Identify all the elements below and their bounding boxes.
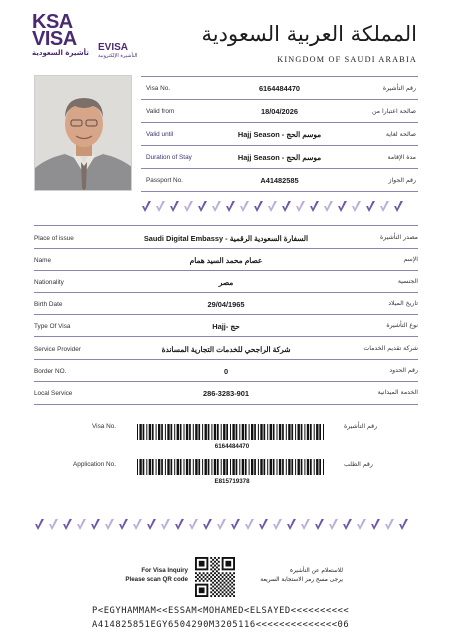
border-no-value: 0 <box>223 367 229 376</box>
local-service-row <box>34 382 418 404</box>
local-service-label-ar: الخدمة الميدانية <box>377 389 418 396</box>
qr-code <box>195 557 235 597</box>
birth-date-label-ar: تاريخ الميلاد <box>388 300 418 307</box>
check-mark-icon <box>370 518 381 531</box>
visa-barcode-number: 6164484470 <box>214 443 250 450</box>
visa-barcode <box>137 424 327 440</box>
duration-value: Hajj Season - موسم الحج <box>237 152 322 162</box>
check-mark-icon <box>309 200 320 213</box>
check-mark-icon <box>118 518 129 531</box>
passport-label-ar: رقم الجواز <box>388 176 416 184</box>
check-mark-icon <box>351 200 362 213</box>
ksa-visa-logo <box>32 11 94 57</box>
check-mark-icon <box>253 200 264 213</box>
birth-date-row <box>34 293 418 315</box>
top-row-divider <box>141 191 418 192</box>
visa-no-label: Visa No. <box>146 84 171 92</box>
mrz-line-1: P<EGYHAMMAM<<ESSAM<MOHAMED<ELSAYED<<<<<<<<<< <box>92 606 350 616</box>
check-mark-icon <box>393 200 404 213</box>
visa-no-row <box>141 77 418 99</box>
birth-date-value: 29/04/1965 <box>207 300 245 309</box>
duration-label-ar: مدة الإقامة <box>387 153 416 161</box>
check-mark-icon <box>230 518 241 531</box>
service-provider-label-ar: شركة تقديم الخدمات <box>363 345 418 352</box>
evisa-logo <box>98 42 137 59</box>
inquiry-line-1: For Visa Inquiry <box>141 567 188 574</box>
place-of-issue-label-ar: مصدر التأشيرة <box>380 234 418 241</box>
check-mark-icon <box>356 518 367 531</box>
check-mark-icon <box>225 200 236 213</box>
check-mark-icon <box>90 518 101 531</box>
main-row-divider <box>34 404 418 405</box>
valid-from-label: Valid from <box>146 107 175 115</box>
check-mark-icon <box>365 200 376 213</box>
service-provider-value: شركة الراجحي للخدمات التجارية المساندة <box>161 345 291 354</box>
check-mark-icon <box>104 518 115 531</box>
check-mark-icon <box>286 518 297 531</box>
check-mark-icon <box>272 518 283 531</box>
evisa-ar-text: التأشيرة الإلكترونية <box>98 53 138 59</box>
nationality-label-ar: الجنسية <box>397 278 418 285</box>
passport-label: Passport No. <box>146 176 183 184</box>
birth-date-label: Birth Date <box>34 301 63 308</box>
visa-no-value: 6164484470 <box>258 83 301 93</box>
check-mark-icon <box>323 200 334 213</box>
main-row-divider <box>34 336 418 337</box>
application-barcode <box>137 459 327 475</box>
check-mark-icon <box>337 200 348 213</box>
place-of-issue-value: Saudi Digital Embassy - السفارة السعودية الرقمية <box>143 234 309 243</box>
visa-barcode-label: Visa No. <box>92 423 117 430</box>
check-mark-icon <box>146 518 157 531</box>
application-barcode-label-ar: رقم الطلب <box>344 461 373 468</box>
border-no-label-ar: رقم الحدود <box>389 367 418 374</box>
place-of-issue-row <box>34 227 418 249</box>
name-value: عصام محمد السيد همام <box>189 256 263 265</box>
check-mark-icon <box>141 200 152 213</box>
check-mark-icon <box>379 200 390 213</box>
check-mark-icon <box>155 200 166 213</box>
valid-until-value: Hajj Season - موسم الحج <box>237 129 322 139</box>
inquiry-line-2-ar: يرجى مسح رمز الاستجابة السريعة <box>260 576 343 583</box>
service-provider-label: Service Provider <box>34 346 81 353</box>
passport-row <box>141 169 418 191</box>
visa-type-row <box>34 315 418 337</box>
service-provider-row <box>34 338 418 360</box>
check-mark-icon <box>211 200 222 213</box>
duration-label: Duration of Stay <box>146 153 192 161</box>
logo-ar-text: تأشيرة السعودية <box>32 49 89 57</box>
visa-inquiry-text-ar <box>253 567 343 584</box>
check-mark-icon <box>202 518 213 531</box>
check-mark-icon <box>267 200 278 213</box>
visa-type-label: Type Of Visa <box>34 323 71 330</box>
duration-row <box>141 146 418 168</box>
check-mark-icon <box>314 518 325 531</box>
kingdom-title-en: KINGDOM OF SAUDI ARABIA <box>277 55 417 64</box>
logo-ksa-text: KSA <box>32 11 73 33</box>
local-service-value: 286-3283-901 <box>202 389 250 398</box>
border-no-label: Border NO. <box>34 368 67 375</box>
valid-until-label: Valid until <box>146 130 174 138</box>
check-mark-icon <box>239 200 250 213</box>
evisa-text: EVISA <box>98 42 129 53</box>
name-label-ar: الإسم <box>403 256 418 263</box>
check-mark-icon <box>398 518 409 531</box>
check-mark-icon <box>174 518 185 531</box>
valid-until-label-ar: صالحة لغاية <box>385 130 416 138</box>
check-mark-icon <box>34 518 45 531</box>
kingdom-title-ar: المملكة العربية السعودية <box>201 22 417 46</box>
check-mark-icon <box>76 518 87 531</box>
application-barcode-label: Application No. <box>73 461 116 468</box>
check-mark-icon <box>216 518 227 531</box>
inquiry-line-1-ar: للاستعلام عن التأشيرة <box>290 568 343 574</box>
inquiry-line-2: Please scan QR code <box>125 575 188 583</box>
check-mark-icon <box>160 518 171 531</box>
check-mark-icon <box>48 518 59 531</box>
valid-from-value: 18/04/2026 <box>261 106 298 116</box>
check-mark-icon <box>244 518 255 531</box>
logo-visa-text: VISA <box>32 28 77 50</box>
mrz-line-2: A414825851EGY6504290M3205116<<<<<<<<<<<<<<06 <box>92 620 350 630</box>
visa-type-value: Hajj- حج <box>212 322 240 331</box>
holder-photo <box>34 75 132 191</box>
passport-value: A41482585 <box>260 175 299 185</box>
check-mark-icon <box>169 200 180 213</box>
check-mark-icon <box>281 200 292 213</box>
check-mark-icon <box>132 518 143 531</box>
security-check-band <box>141 200 404 213</box>
valid-until-row <box>141 123 418 145</box>
nationality-value: مصر <box>218 278 234 287</box>
name-label: Name <box>34 257 52 264</box>
check-mark-icon <box>295 200 306 213</box>
application-barcode-number: E815719378 <box>214 478 250 485</box>
check-mark-icon <box>258 518 269 531</box>
check-mark-icon <box>384 518 395 531</box>
place-of-issue-label: Place of issue <box>34 235 74 242</box>
check-mark-icon <box>62 518 73 531</box>
visa-barcode-label-ar: رقم التأشيرة <box>344 423 378 430</box>
visa-no-label-ar: رقم التأشيرة <box>382 84 416 92</box>
check-mark-icon <box>188 518 199 531</box>
check-mark-icon <box>328 518 339 531</box>
main-row-divider <box>34 225 418 226</box>
valid-from-label-ar: صالحة اعتبارا من <box>371 107 416 115</box>
check-mark-icon <box>342 518 353 531</box>
security-check-band <box>34 518 409 531</box>
valid-from-row <box>141 100 418 122</box>
check-mark-icon <box>300 518 311 531</box>
visa-inquiry-text <box>108 567 188 584</box>
check-mark-icon <box>183 200 194 213</box>
name-row <box>34 249 418 271</box>
nationality-row <box>34 271 418 293</box>
nationality-label: Nationality <box>34 279 64 286</box>
local-service-label: Local Service <box>34 390 73 397</box>
visa-type-label-ar: نوع التأشيرة <box>386 322 418 329</box>
check-mark-icon <box>197 200 208 213</box>
border-no-row <box>34 360 418 382</box>
